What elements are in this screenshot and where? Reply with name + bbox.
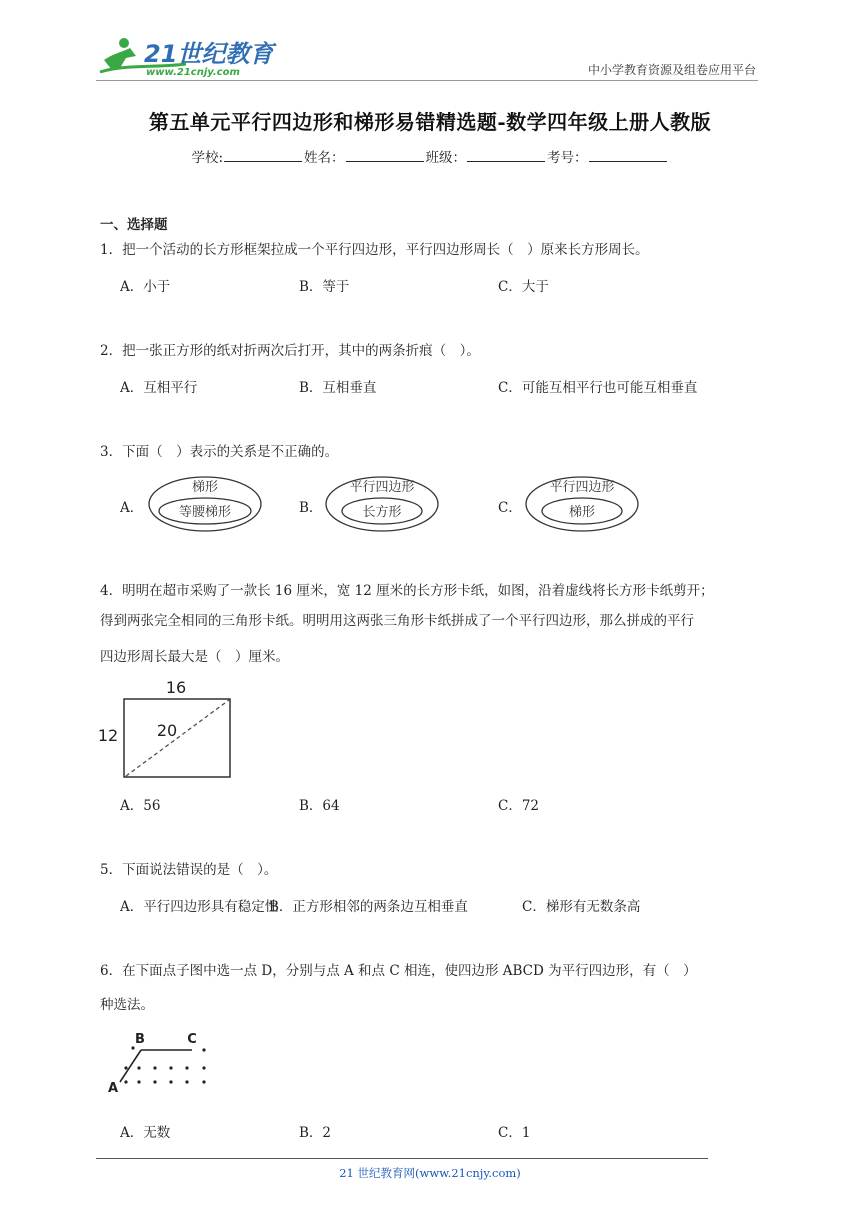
venn-diagram-a [146,474,264,534]
question-5-option-b[interactable]: B．正方形相邻的两条边互相垂直 [269,899,468,915]
name-field[interactable] [346,148,424,162]
footer-link[interactable]: 21 世纪教育网(www.21cnjy.com) [339,1166,521,1180]
question-6-stem-line-1: 6．在下面点子图中选一点 D，分别与点 A 和点 C 相连，使四边形 ABCD 为平行四边形，有（ ） [100,963,697,979]
question-4-stem-line-2: 得到两张完全相同的三角形卡纸。明明用这两张三角形卡纸拼成了一个平行四边形，那么拼成的平行 [100,613,694,629]
point-b-label: B [135,1032,145,1047]
venn-diagram-b [323,474,441,534]
question-4-option-a[interactable]: A．56 [120,798,161,814]
header-divider [96,80,758,81]
header-platform-text: 中小学教育资源及组卷应用平台 [587,63,756,77]
venn-c-outer-label: 平行四边形 [549,480,615,495]
figure-diagonal-label: 20 [156,721,178,740]
point-c-label: C [187,1032,197,1047]
figure-left-label: 12 [97,726,119,745]
question-6-option-c[interactable]: C．1 [498,1125,531,1141]
venn-diagram-c [523,474,641,534]
venn-b-inner-label: 长方形 [362,505,402,520]
question-4-stem-line-1: 4．明明在超市采购了一款长 16 厘米，宽 12 厘米的长方形卡纸，如图，沿着虚线将长方形卡纸剪开； [100,583,714,599]
logo-runner-icon [96,34,274,78]
question-3-stem: 3．下面（ ）表示的关系是不正确的。 [100,444,339,460]
question-6-option-b[interactable]: B．2 [299,1125,332,1141]
question-3-option-b[interactable]: B． [299,500,323,516]
figure-top-label: 16 [165,678,187,697]
question-1-option-c[interactable]: C．大于 [498,279,549,295]
question-5-stem: 5．下面说法错误的是（ ）。 [100,862,278,878]
venn-c-inner-label: 梯形 [568,505,596,520]
footer-divider [96,1158,708,1159]
question-4-option-c[interactable]: C．72 [498,798,540,814]
school-label: 学校: [191,150,224,166]
logo-main-text: 21世纪教育 [144,40,274,68]
question-2-option-a[interactable]: A．互相平行 [120,380,198,396]
student-info-line [0,146,860,166]
exam-no-field[interactable] [589,148,667,162]
question-1-option-a[interactable]: A．小于 [120,279,171,295]
venn-a-outer-label: 梯形 [191,480,219,495]
page-title: 第五单元平行四边形和梯形易错精选题-数学四年级上册人教版 [148,110,712,134]
class-label: 班级： [425,150,467,166]
question-1-option-b[interactable]: B．等于 [299,279,350,295]
question-2-option-b[interactable]: B．互相垂直 [299,380,377,396]
logo-sub-text: www.21cnjy.com [146,67,240,78]
exam-no-label: 考号： [547,150,588,166]
question-2-stem: 2．把一张正方形的纸对折两次后打开，其中的两条折痕（ ）。 [100,343,480,359]
question-1-stem: 1．把一个活动的长方形框架拉成一个平行四边形，平行四边形周长（ ）原来长方形周长。 [100,242,649,258]
class-field[interactable] [467,148,545,162]
question-5-option-c[interactable]: C．梯形有无数条高 [522,899,641,915]
school-field[interactable] [224,148,302,162]
rectangle-figure [96,676,246,782]
section-heading: 一、选择题 [100,217,168,233]
question-6-stem-line-2: 种选法。 [100,997,154,1013]
question-4-option-b[interactable]: B．64 [299,798,340,814]
point-a-label: A [107,1081,119,1096]
venn-a-inner-label: 等腰梯形 [178,505,232,520]
question-3-option-a[interactable]: A． [120,500,144,516]
name-label: 姓名： [304,150,345,166]
question-3-option-c[interactable]: C． [498,500,522,516]
question-5-option-a[interactable]: A．平行四边形具有稳定性 [120,899,279,915]
venn-b-outer-label: 平行四边形 [349,480,415,495]
question-4-stem-line-3: 四边形周长最大是（ ）厘米。 [100,649,289,665]
dot-grid-figure [104,1030,214,1094]
question-6-option-a[interactable]: A．无数 [120,1125,171,1141]
question-2-option-c[interactable]: C．可能互相平行也可能互相垂直 [498,380,698,396]
logo [96,34,274,78]
